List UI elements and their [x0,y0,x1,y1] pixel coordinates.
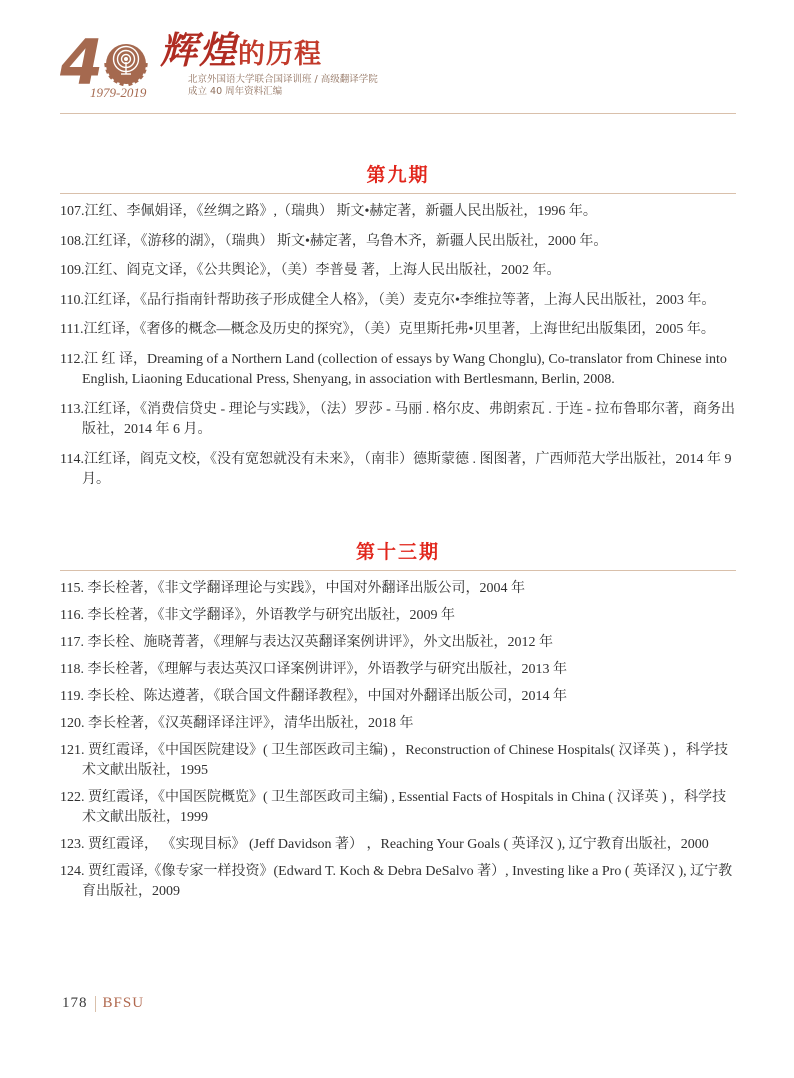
page-footer [62,995,144,1012]
item-number: 118. [60,662,88,677]
item-number: 117. [60,635,88,650]
item-text: 李长栓、施晓菁著，《理解与表达汉英翻译案例讲评》，外文出版社，2012 年 [87,635,553,650]
section-divider [60,570,736,571]
section-title: 第九期 [366,164,430,186]
item-number: 112. [60,351,84,367]
item-number: 107. [60,204,85,219]
item-number: 122. [60,790,88,805]
footer-divider [95,996,96,1012]
logo-title-rest: 的历程 [238,39,322,70]
item-number: 113. [60,401,84,417]
item-text: 贾红霞译， 《实现目标》 (Jeff Davidson 著） ，Reaching Your Goals ( 英译汉 ), 辽宁教育出版社，2000 [88,837,709,852]
item-text: 江红译，《消费信贷史 - 理论与实践》，（法）罗莎 - 马丽 . 格尔皮、弗朗索瓦 . 于连 - 拉布鲁耶尔著，商务出版社，2014 年 6 月。 [82,401,735,437]
item-number: 111. [60,322,84,337]
section-issue-9 [60,163,736,500]
section-title: 第十三期 [355,541,440,563]
footer-brand: BFSU [102,995,145,1011]
logo-organization [188,74,378,98]
item-text: 贾红霞译，《中国医院概览》( 卫生部医政司主编) , Essential Facts of Hospitals in China ( 汉译英 ) ，科学技术文献出版社，1999 [82,790,727,825]
item-text: 江红译，《品行指南针帮助孩子形成健全人格》，（美）麦克尔•李维拉等著，上海人民出版社，2003 年。 [83,292,716,308]
item-number: 119. [60,689,88,704]
bibliography-list [60,202,736,491]
list-item [60,350,736,391]
list-item [60,660,736,680]
logo-number-4: 4 [60,26,100,99]
org-line-2: 成立 40 周年资料汇编 [188,86,283,97]
item-text: 江红、李佩娟译，《丝绸之路》,（瑞典） 斯文•赫定著，新疆人民出版社，1996 年。 [84,204,597,219]
list-item [60,714,736,734]
item-number: 116. [60,608,88,623]
item-number: 115. [60,581,88,596]
section-divider [60,193,736,194]
list-item [60,606,736,626]
list-item [60,261,736,282]
item-text: 江红、阎克文译，《公共舆论》，（美）李普曼 著，上海人民出版社，2002 年。 [84,263,561,278]
list-item [60,687,736,707]
list-item [60,291,736,312]
item-number: 109. [60,263,85,278]
item-text: 李长栓、陈达遵著，《联合国文件翻译教程》，中国对外翻译出版公司，2014 年 [87,689,567,704]
logo-title [160,30,580,71]
item-text: 贾红霞译，《中国医院建设》( 卫生部医政司主编) ，Reconstruction of Chinese Hospitals( 汉译英 ) ，科学技术文献出版社，1995 [82,743,729,778]
item-text: 李长栓著，《理解与表达英汉口译案例讲评》，外语教学与研究出版社，2013 年 [87,662,567,677]
item-text: 李长栓著，《汉英翻译译注评》，清华出版社，2018 年 [88,716,414,731]
list-item [60,633,736,653]
logo-title-brush: 辉煌 [160,28,238,72]
item-text: 江红译，阎克文校，《没有宽恕就没有未来》，（南非）德斯蒙德 . 图图著，广西师范大学出版社，2014 年 9 月。 [82,451,732,487]
bibliography-list [60,579,736,902]
list-item [60,579,736,599]
item-text: 江 红 译，Dreaming of a Northern Land (collection of essays by Wang Chonglu), Co-translator from Chinese into English, Liaoning Educational Press, Shenyang, in association with Bertlesmann, Berlin, 2008. [82,351,727,387]
item-number: 114. [60,451,84,467]
page-number: 178 [62,995,88,1011]
list-item [60,320,736,341]
list-item [60,450,736,491]
logo-years: 1979-2019 [90,85,147,100]
list-item [60,862,736,902]
item-text: 李长栓著，《非文学翻译》，外语教学与研究出版社，2009 年 [87,608,455,623]
list-item [60,741,736,781]
header-divider [60,113,736,114]
item-number: 123. [60,837,88,852]
list-item [60,202,736,223]
item-number: 124. [60,864,88,879]
item-text: 江红译，《奢侈的概念—概念及历史的探究》，（美）克里斯托弗•贝里著，上海世纪出版集团，2005 年。 [83,322,715,337]
item-text: 贾红霞译,《像专家一样投资》(Edward T. Koch & Debra DeSalvo 著）, Investing like a Pro ( 英译汉 ), 辽宁教育出版社，2009 [82,864,733,899]
logo-title-block [160,28,580,97]
page-header [60,26,736,112]
list-item [60,788,736,828]
item-number: 121. [60,743,88,758]
list-item [60,232,736,253]
item-text: 江红译，《游移的湖》，（瑞典） 斯文•赫定著，乌鲁木齐，新疆人民出版社，2000 年。 [84,233,608,249]
list-item [60,835,736,855]
item-number: 120. [60,716,88,731]
list-item [60,400,736,441]
item-text: 李长栓著，《非文学翻译理论与实践》，中国对外翻译出版公司，2004 年 [87,581,525,596]
section-issue-13 [60,540,736,909]
org-line-1: 北京外国语大学联合国译训班 / 高级翻译学院 [188,74,378,85]
item-number: 110. [60,292,84,308]
item-number: 108. [60,233,85,249]
